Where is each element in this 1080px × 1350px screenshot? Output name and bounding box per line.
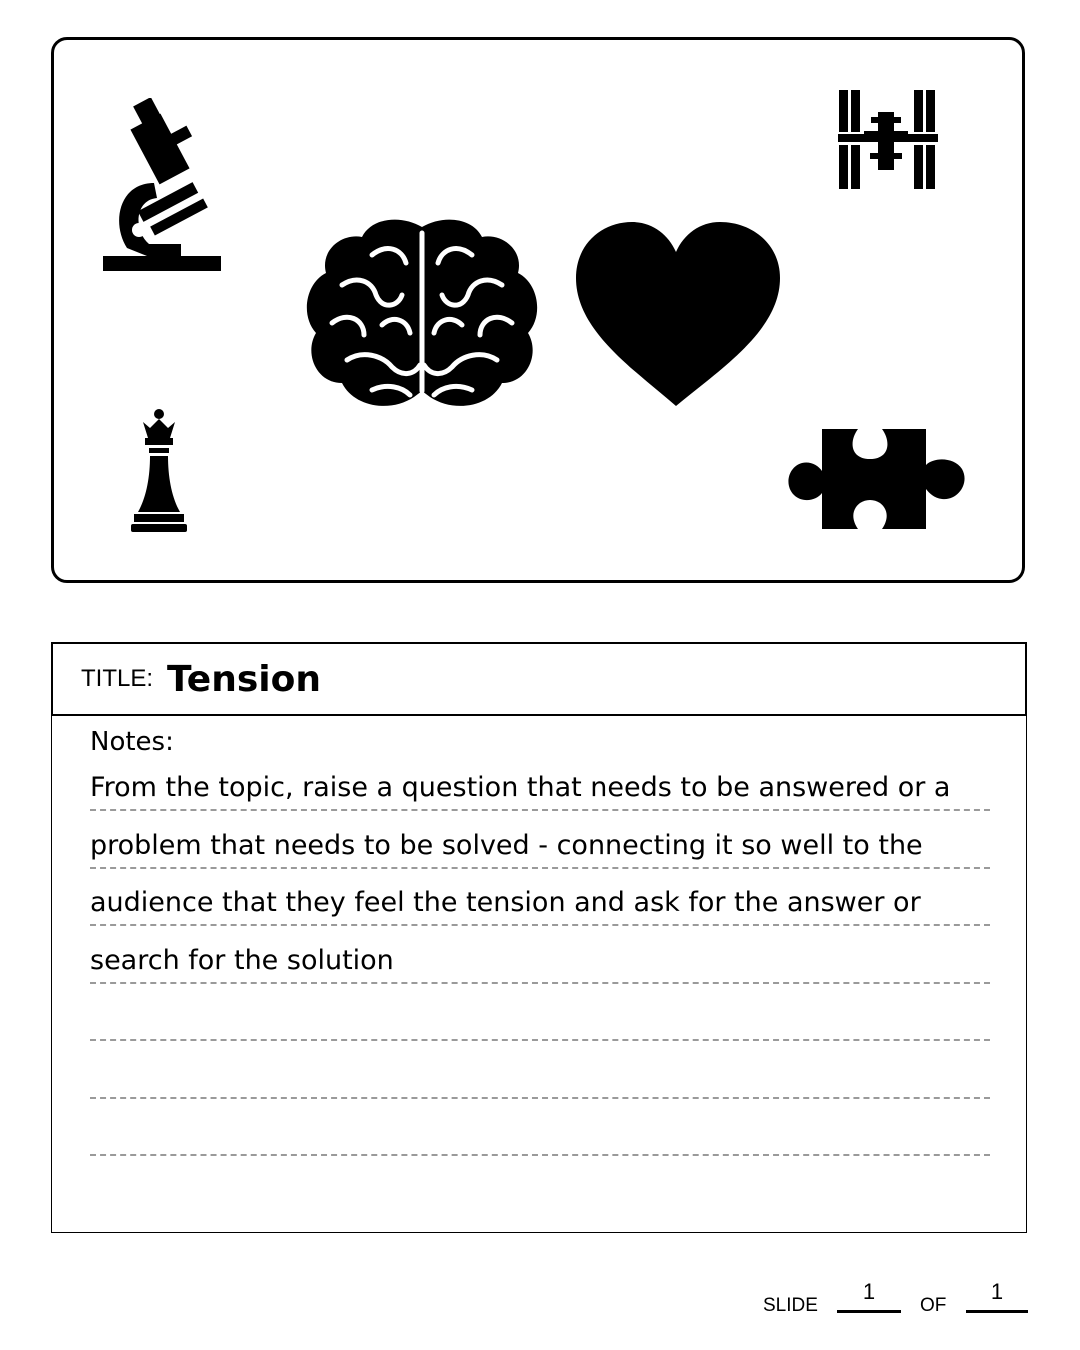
note-line: audience that they feel the tension and ask for the answer or (90, 880, 990, 926)
note-line (90, 1110, 990, 1156)
chess-queen-icon (128, 408, 190, 533)
puzzle-piece-icon (784, 423, 969, 535)
title-box (51, 642, 1027, 716)
brain-icon (302, 215, 542, 415)
title-value: Tension (167, 658, 321, 700)
note-line: From the topic, raise a question that needs to be answered or a (90, 765, 990, 811)
title-label: TITLE: (81, 665, 154, 692)
note-line (90, 1053, 990, 1099)
total-slides: 1 (990, 1279, 1004, 1304)
microscope-icon (99, 98, 224, 273)
slide-frame (51, 37, 1025, 583)
slide-number: 1 (862, 1279, 876, 1304)
heart-icon (572, 220, 784, 410)
notes-box (51, 715, 1027, 1233)
of-label: OF (920, 1295, 947, 1316)
note-line: search for the solution (90, 938, 990, 984)
slide-counter (0, 1275, 1080, 1325)
total-slides-field (966, 1275, 1028, 1313)
slide-number-field (837, 1275, 901, 1313)
notes-label: Notes: (90, 727, 174, 757)
slide-label: SLIDE (763, 1295, 818, 1316)
note-line (90, 995, 990, 1041)
note-line: problem that needs to be solved - connecting it so well to the (90, 823, 990, 869)
space-station-icon (836, 87, 941, 192)
